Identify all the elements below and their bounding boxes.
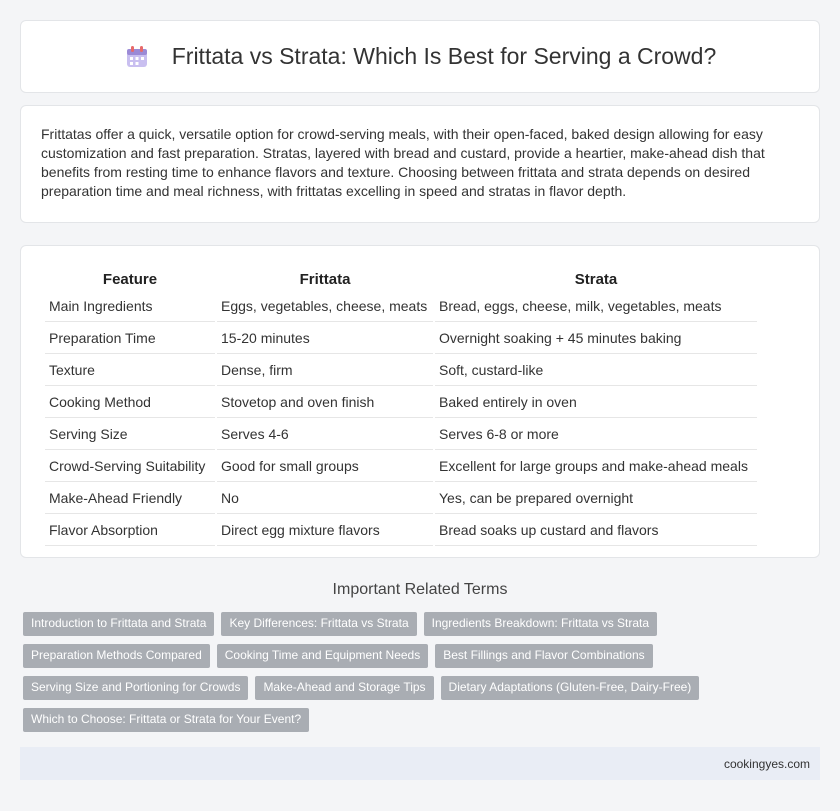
cell-feature: Main Ingredients bbox=[45, 292, 215, 322]
cell-feature: Serving Size bbox=[45, 420, 215, 450]
intro-text: Frittatas offer a quick, versatile option for crowd-serving meals, with their open-faced, baked design allowing for easy customization and fast preparation. Stratas, layered with bread and custard, provide a heartier, make-ahead dish that benefits from resting time to enhance flavors and texture. Choosing between frittata and strata depends on desired preparation time and meal richness, with frittatas excelling in speed and stratas in flavor depth. bbox=[41, 126, 765, 199]
table-row bbox=[45, 452, 757, 482]
cell-frittata: Direct egg mixture flavors bbox=[217, 516, 433, 546]
cell-frittata: Eggs, vegetables, cheese, meats bbox=[217, 292, 433, 322]
related-term-tag[interactable]: Introduction to Frittata and Strata bbox=[23, 612, 214, 636]
cell-strata: Overnight soaking + 45 minutes baking bbox=[435, 324, 757, 354]
cell-feature: Flavor Absorption bbox=[45, 516, 215, 546]
cell-feature: Make-Ahead Friendly bbox=[45, 484, 215, 514]
cell-strata: Bread, eggs, cheese, milk, vegetables, meats bbox=[435, 292, 757, 322]
table-row bbox=[45, 388, 757, 418]
related-term-tag[interactable]: Dietary Adaptations (Gluten-Free, Dairy-Free) bbox=[441, 676, 700, 700]
cell-strata: Baked entirely in oven bbox=[435, 388, 757, 418]
cell-feature: Preparation Time bbox=[45, 324, 215, 354]
table-row bbox=[45, 420, 757, 450]
cell-frittata: 15-20 minutes bbox=[217, 324, 433, 354]
table-row bbox=[45, 516, 757, 546]
cell-strata: Serves 6-8 or more bbox=[435, 420, 757, 450]
related-term-tag[interactable]: Preparation Methods Compared bbox=[23, 644, 210, 668]
cell-strata: Excellent for large groups and make-ahead meals bbox=[435, 452, 757, 482]
related-term-tag[interactable]: Key Differences: Frittata vs Strata bbox=[221, 612, 416, 636]
header-strata: Strata bbox=[574, 271, 618, 288]
cell-frittata: Stovetop and oven finish bbox=[217, 388, 433, 418]
related-term-tag[interactable]: Make-Ahead and Storage Tips bbox=[255, 676, 433, 700]
footer bbox=[20, 747, 820, 780]
cell-frittata: Serves 4-6 bbox=[217, 420, 433, 450]
related-term-tag[interactable]: Ingredients Breakdown: Frittata vs Strata bbox=[424, 612, 657, 636]
related-terms-list bbox=[23, 612, 743, 740]
comparison-card bbox=[20, 245, 820, 558]
related-term-tag[interactable]: Best Fillings and Flavor Combinations bbox=[435, 644, 652, 668]
footer-site[interactable]: cookingyes.com bbox=[723, 757, 810, 771]
table-row bbox=[45, 484, 757, 514]
cell-frittata: Good for small groups bbox=[217, 452, 433, 482]
cell-strata: Yes, can be prepared overnight bbox=[435, 484, 757, 514]
calendar-icon bbox=[124, 44, 150, 70]
table-row bbox=[45, 356, 757, 386]
cell-feature: Cooking Method bbox=[45, 388, 215, 418]
table-row bbox=[45, 292, 757, 322]
cell-feature: Texture bbox=[45, 356, 215, 386]
cell-strata: Soft, custard-like bbox=[435, 356, 757, 386]
intro-card bbox=[20, 105, 820, 223]
comparison-table bbox=[43, 266, 759, 548]
table-header-row bbox=[45, 268, 757, 290]
cell-feature: Crowd-Serving Suitability bbox=[45, 452, 215, 482]
related-terms-title: Important Related Terms bbox=[332, 581, 508, 598]
cell-strata: Bread soaks up custard and flavors bbox=[435, 516, 757, 546]
related-term-tag[interactable]: Serving Size and Portioning for Crowds bbox=[23, 676, 248, 700]
page-title bbox=[124, 43, 717, 70]
header-feature: Feature bbox=[102, 271, 158, 288]
related-term-tag[interactable]: Which to Choose: Frittata or Strata for Your Event? bbox=[23, 708, 309, 732]
cell-frittata: No bbox=[217, 484, 433, 514]
header-frittata: Frittata bbox=[299, 271, 351, 288]
cell-frittata: Dense, firm bbox=[217, 356, 433, 386]
table-row bbox=[45, 324, 757, 354]
page-title-text: Frittata vs Strata: Which Is Best for Serving a Crowd? bbox=[171, 43, 717, 69]
title-card bbox=[20, 20, 820, 93]
related-term-tag[interactable]: Cooking Time and Equipment Needs bbox=[217, 644, 428, 668]
